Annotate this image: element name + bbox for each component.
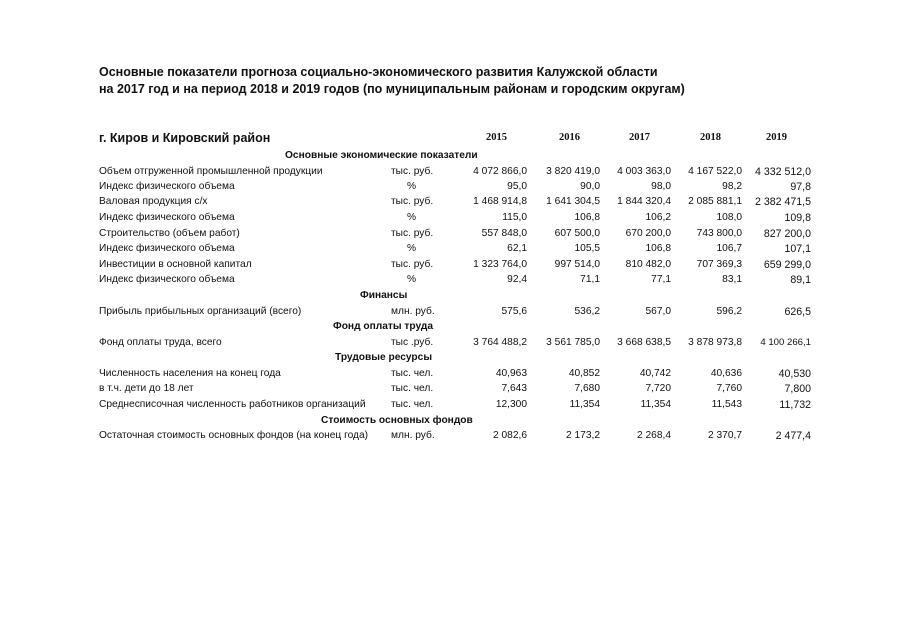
row-label: Прибыль прибыльных организаций (всего) — [99, 306, 302, 317]
cell-2017: 106,2 — [645, 212, 671, 223]
cell-2019: 107,1 — [784, 243, 811, 255]
row-unit: % — [407, 243, 417, 254]
cell-2018: 2 370,7 — [708, 430, 742, 441]
cell-2015: 1 468 914,8 — [473, 196, 527, 207]
cell-2016: 7,680 — [574, 383, 600, 394]
table-row — [0, 259, 905, 275]
row-unit: тыс. чел. — [391, 399, 434, 410]
table-row — [0, 430, 905, 446]
cell-2019: 2 477,4 — [775, 430, 811, 442]
row-unit: % — [407, 212, 417, 223]
row-label: Фонд оплаты труда, всего — [99, 337, 222, 348]
section-finance: Финансы — [360, 290, 408, 301]
row-unit: тыс. руб. — [391, 196, 434, 207]
region-heading: г. Киров и Кировский район — [99, 131, 271, 145]
cell-2017: 2 268,4 — [637, 430, 671, 441]
table-row — [0, 212, 905, 228]
cell-2016: 3 820 419,0 — [546, 166, 600, 177]
cell-2015: 40,963 — [495, 368, 527, 379]
cell-2015: 4 072 866,0 — [473, 166, 527, 177]
table-row — [0, 368, 905, 384]
cell-2018: 3 878 973,8 — [688, 337, 742, 348]
cell-2015: 575,6 — [501, 306, 527, 317]
document-title — [99, 64, 685, 98]
row-label: Индекс физического объема — [99, 212, 235, 223]
table-row — [0, 306, 905, 322]
cell-2017: 7,720 — [645, 383, 671, 394]
year-header-2016: 2016 — [559, 132, 580, 143]
row-unit: тыс. чел. — [391, 383, 434, 394]
cell-2019: 659 299,0 — [763, 259, 811, 271]
cell-2019: 11,732 — [779, 399, 811, 411]
cell-2018: 4 167 522,0 — [688, 166, 742, 177]
cell-2019: 4 100 266,1 — [760, 337, 811, 348]
row-label: Индекс физического объема — [99, 243, 235, 254]
year-header-2017: 2017 — [629, 132, 650, 143]
cell-2017: 810 482,0 — [625, 259, 671, 270]
cell-2018: 106,7 — [716, 243, 742, 254]
cell-2019: 97,8 — [790, 181, 811, 193]
title-line-1: Основные показатели прогноза социально-экономического развития Калужской области — [99, 65, 658, 79]
cell-2015: 62,1 — [507, 243, 527, 254]
cell-2016: 997 514,0 — [554, 259, 600, 270]
cell-2017: 670 200,0 — [625, 228, 671, 239]
row-unit: % — [407, 274, 417, 285]
title-line-2: на 2017 год и на период 2018 и 2019 годов (по муниципальным районам и городским округам) — [99, 82, 685, 96]
cell-2016: 11,354 — [569, 399, 600, 410]
row-unit: тыс. руб. — [391, 228, 434, 239]
table-row — [0, 383, 905, 399]
cell-2016: 71,1 — [580, 274, 600, 285]
cell-2017: 1 844 320,4 — [617, 196, 671, 207]
cell-2015: 95,0 — [507, 181, 527, 192]
cell-2017: 98,0 — [651, 181, 671, 192]
row-label: Среднесписочная численность работников организаций — [99, 399, 366, 410]
cell-2015: 1 323 764,0 — [473, 259, 527, 270]
row-label: Инвестиции в основной капитал — [99, 259, 252, 270]
row-label: Остаточная стоимость основных фондов (на конец года) — [99, 430, 369, 441]
cell-2015: 7,643 — [501, 383, 527, 394]
cell-2019: 626,5 — [784, 306, 811, 318]
row-unit: млн. руб. — [391, 306, 435, 317]
cell-2019: 40,530 — [778, 368, 811, 380]
cell-2015: 2 082,6 — [493, 430, 527, 441]
table-row — [0, 228, 905, 244]
cell-2016: 3 561 785,0 — [546, 337, 600, 348]
section-economic: Основные экономические показатели — [285, 150, 478, 161]
cell-2018: 98,2 — [722, 181, 742, 192]
section-assets: Стоимость основных фондов — [321, 415, 473, 426]
cell-2019: 4 332 512,0 — [755, 166, 811, 178]
cell-2019: 7,800 — [784, 383, 811, 395]
cell-2018: 11,543 — [711, 399, 742, 410]
cell-2016: 90,0 — [580, 181, 600, 192]
row-unit: млн. руб. — [391, 430, 435, 441]
cell-2016: 40,852 — [568, 368, 600, 379]
cell-2017: 40,742 — [639, 368, 671, 379]
table-row — [0, 181, 905, 197]
table-row — [0, 337, 905, 353]
table-row — [0, 166, 905, 182]
cell-2017: 3 668 638,5 — [617, 337, 671, 348]
section-wage-fund: Фонд оплаты труда — [333, 321, 434, 332]
cell-2016: 2 173,2 — [566, 430, 600, 441]
cell-2015: 115,0 — [502, 212, 527, 223]
cell-2017: 77,1 — [651, 274, 671, 285]
cell-2015: 12,300 — [495, 399, 527, 410]
cell-2018: 2 085 881,1 — [688, 196, 742, 207]
row-label: Индекс физического объема — [99, 274, 235, 285]
cell-2018: 596,2 — [716, 306, 742, 317]
table-row — [0, 243, 905, 259]
row-unit: тыс. руб. — [391, 166, 434, 177]
cell-2018: 743 800,0 — [696, 228, 742, 239]
row-label: Индекс физического объема — [99, 181, 235, 192]
cell-2018: 83,1 — [722, 274, 742, 285]
row-label: Численность населения на конец года — [99, 368, 281, 379]
row-unit: тыс .руб. — [391, 337, 434, 348]
cell-2018: 707 369,3 — [696, 259, 742, 270]
cell-2017: 4 003 363,0 — [617, 166, 671, 177]
cell-2015: 3 764 488,2 — [473, 337, 527, 348]
table-row — [0, 196, 905, 212]
cell-2016: 607 500,0 — [554, 228, 600, 239]
row-label: Строительство (объем работ) — [99, 228, 240, 239]
cell-2016: 106,8 — [574, 212, 600, 223]
cell-2015: 557 848,0 — [481, 228, 527, 239]
row-label: Объем отгруженной промышленной продукции — [99, 166, 323, 177]
cell-2016: 536,2 — [574, 306, 600, 317]
table-row — [0, 274, 905, 290]
cell-2017: 11,354 — [640, 399, 671, 410]
row-label: в т.ч. дети до 18 лет — [99, 383, 194, 394]
row-unit: тыс. чел. — [391, 368, 434, 379]
cell-2018: 108,0 — [716, 212, 742, 223]
cell-2019: 2 382 471,5 — [755, 196, 811, 208]
row-unit: % — [407, 181, 417, 192]
cell-2018: 40,636 — [710, 368, 742, 379]
cell-2016: 1 641 304,5 — [546, 196, 600, 207]
section-labor: Трудовые ресурсы — [335, 352, 433, 363]
cell-2019: 827 200,0 — [763, 228, 811, 240]
table-row — [0, 399, 905, 415]
row-unit: тыс. руб. — [391, 259, 434, 270]
cell-2019: 109,8 — [784, 212, 811, 224]
cell-2015: 92,4 — [507, 274, 527, 285]
year-header-2019: 2019 — [766, 132, 787, 143]
cell-2017: 567,0 — [645, 306, 671, 317]
year-header-2018: 2018 — [700, 132, 721, 143]
cell-2017: 106,8 — [645, 243, 671, 254]
year-header-2015: 2015 — [486, 132, 507, 143]
cell-2018: 7,760 — [716, 383, 742, 394]
cell-2019: 89,1 — [790, 274, 811, 286]
cell-2016: 105,5 — [574, 243, 600, 254]
row-label: Валовая продукция с/х — [99, 196, 208, 207]
